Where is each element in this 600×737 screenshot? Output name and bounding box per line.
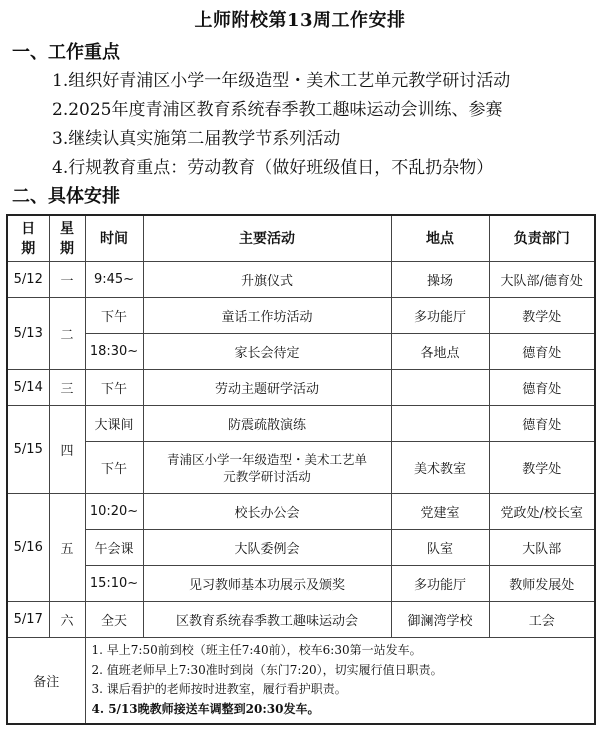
focus-list [52, 67, 510, 183]
note-line: 2. 值班老师早上7:30准时到岗（东门7:20），切实履行值日职责。 [91, 662, 443, 677]
dept-cell: 教师发展处 [489, 566, 595, 602]
header-activity: 主要活动 [143, 215, 391, 262]
table-row [7, 298, 595, 334]
header-weekday [49, 215, 85, 262]
activity-cell: 劳动主题研学活动 [143, 370, 391, 406]
header-date-line1: 日 [21, 220, 36, 237]
weekday-cell: 二 [49, 298, 85, 370]
header-date [7, 215, 49, 262]
dept-cell: 工会 [489, 602, 595, 638]
table-row [7, 602, 595, 638]
place-cell: 美术教室 [391, 442, 489, 494]
activity-cell: 家长会待定 [143, 334, 391, 370]
header-time: 时间 [85, 215, 143, 262]
activity-cell: 大队委例会 [143, 530, 391, 566]
dept-cell: 教学处 [489, 442, 595, 494]
section-heading-focus: 一、工作重点 [12, 42, 120, 63]
focus-item: 2.2025年度青浦区教育系统春季教工趣味运动会训练、参赛 [52, 100, 503, 120]
weekday-cell: 四 [49, 406, 85, 494]
focus-item: 1.组织好青浦区小学一年级造型・美术工艺单元教学研讨活动 [52, 71, 511, 91]
activity-cell: 升旗仪式 [143, 262, 391, 298]
weekday-cell: 一 [49, 262, 85, 298]
table-row [7, 530, 595, 566]
table-row [7, 494, 595, 530]
table-row [7, 566, 595, 602]
header-weekday-line2: 期 [60, 240, 74, 257]
table-row [7, 370, 595, 406]
place-cell [391, 406, 489, 442]
note-line: 4. 5/13晚教师接送车调整到20:30发车。 [91, 701, 320, 716]
place-cell: 多功能厅 [391, 566, 489, 602]
notes-row [7, 638, 595, 724]
header-date-line2: 期 [21, 240, 36, 257]
focus-item: 3.继续认真实施第二届教学节系列活动 [52, 129, 341, 149]
time-cell: 下午 [85, 370, 143, 406]
time-cell: 9:45~ [85, 262, 143, 298]
table-row [7, 262, 595, 298]
time-cell: 18:30~ [85, 334, 143, 370]
time-cell: 10:20~ [85, 494, 143, 530]
activity-cell: 防震疏散演练 [143, 406, 391, 442]
note-line: 1. 早上7:50前到校（班主任7:40前），校车6:30第一站发车。 [91, 643, 422, 657]
activity-line: 青浦区小学一年级造型・美术工艺单 [166, 451, 367, 467]
date-cell: 5/15 [7, 406, 49, 494]
activity-cell [143, 442, 391, 494]
date-cell: 5/13 [7, 298, 49, 370]
header-weekday-line1: 星 [60, 220, 74, 237]
date-cell: 5/17 [7, 602, 49, 638]
time-cell: 全天 [85, 602, 143, 638]
time-cell: 大课间 [85, 406, 143, 442]
weekday-cell: 五 [49, 494, 85, 602]
place-cell: 队室 [391, 530, 489, 566]
dept-cell: 大队部/德育处 [489, 262, 595, 298]
date-cell: 5/16 [7, 494, 49, 602]
activity-cell: 童话工作坊活动 [143, 298, 391, 334]
dept-cell: 德育处 [489, 370, 595, 406]
place-cell: 党建室 [391, 494, 489, 530]
place-cell: 各地点 [391, 334, 489, 370]
place-cell: 操场 [391, 262, 489, 298]
table-row [7, 442, 595, 494]
weekday-cell: 六 [49, 602, 85, 638]
date-cell: 5/14 [7, 370, 49, 406]
table-header-row [7, 215, 595, 262]
schedule-table [6, 214, 596, 725]
header-place: 地点 [391, 215, 489, 262]
place-cell: 御澜湾学校 [391, 602, 489, 638]
weekday-cell: 三 [49, 370, 85, 406]
notes-cell [85, 638, 595, 724]
dept-cell: 教学处 [489, 298, 595, 334]
date-cell: 5/12 [7, 262, 49, 298]
activity-line: 元教学研讨活动 [223, 468, 311, 484]
activity-cell: 区教育系统春季教工趣味运动会 [143, 602, 391, 638]
dept-cell: 党政处/校长室 [489, 494, 595, 530]
place-cell [391, 370, 489, 406]
note-line: 3. 课后看护的老师按时进教室，履行看护职责。 [91, 682, 347, 696]
activity-cell: 见习教师基本功展示及颁奖 [143, 566, 391, 602]
time-cell: 午会课 [85, 530, 143, 566]
activity-cell: 校长办公会 [143, 494, 391, 530]
page-title: 上师附校第13周工作安排 [194, 10, 406, 31]
table-row [7, 406, 595, 442]
place-cell: 多功能厅 [391, 298, 489, 334]
dept-cell: 德育处 [489, 334, 595, 370]
table-row [7, 334, 595, 370]
focus-item: 4.行规教育重点：劳动教育（做好班级值日，不乱扔杂物） [52, 158, 494, 178]
notes-label: 备注 [7, 638, 85, 724]
time-cell: 下午 [85, 442, 143, 494]
time-cell: 15:10~ [85, 566, 143, 602]
dept-cell: 德育处 [489, 406, 595, 442]
section-heading-schedule: 二、具体安排 [12, 186, 120, 207]
time-cell: 下午 [85, 298, 143, 334]
header-dept: 负责部门 [489, 215, 595, 262]
dept-cell: 大队部 [489, 530, 595, 566]
